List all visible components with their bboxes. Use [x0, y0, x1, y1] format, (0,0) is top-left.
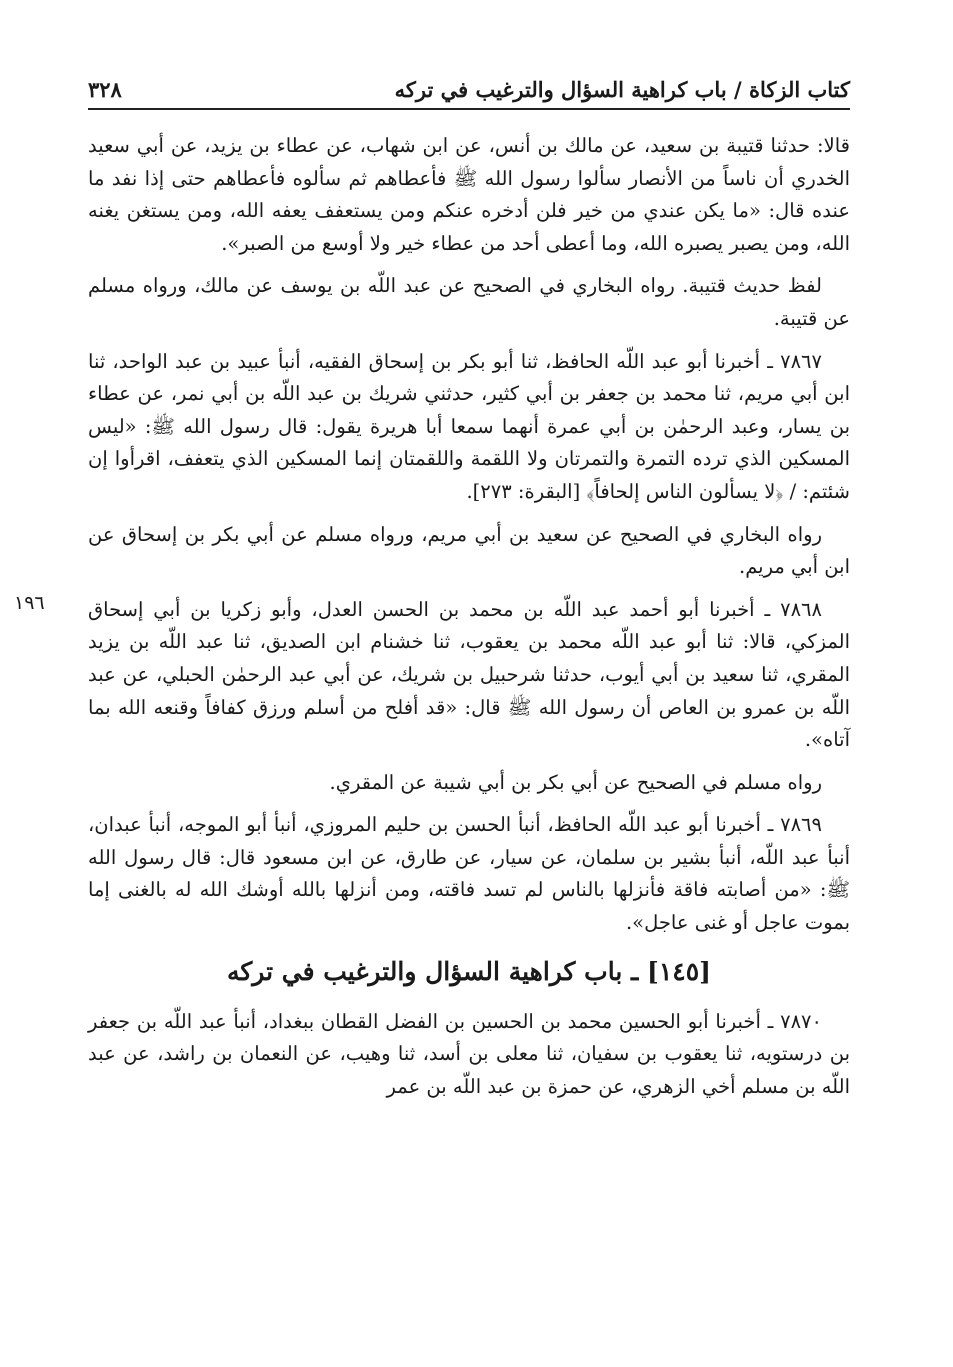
paragraph: لفظ حديث قتيبة. رواه البخاري في الصحيح عن عبد اللّه بن يوسف عن مالك، ورواه مسلم عن قتيبة. [88, 274, 850, 330]
paragraph: قالا: حدثنا قتيبة بن سعيد، عن مالك بن أنس، عن ابن شهاب، عن عطاء بن يزيد، عن أبي سعيد الخدري أن ناساً من الأنصار سألوا رسول الله ﷺ فأعطاهم ثم سألوه فأعطاهم حتى إذا نفد ما عنده قال: «ما يكن عندي من خير فلن أدخره عنكم ومن يستعفف يعفه الله، ومن يستغن يغنه الله، ومن يصبر يصبره الله، وما أعطى أحد من عطاء خير ولا أوسع من الصبر». [88, 134, 850, 255]
hadith-7867: ٧٨٦٧ ـ أخبرنا أبو عبد اللّه الحافظ، ثنا أبو بكر بن إسحاق الفقيه، أنبأ عبيد بن عبد الواحد، ثنا ابن أبي مريم، ثنا محمد بن جعفر بن أبي كثير، حدثني شريك بن عبد اللّه بن أبي نمر، عن عطاء بن يسار، وعبد الرحمٰن بن أبي عمرة أنهما سمعا أبا هريرة يقول: قال رسول الله ﷺ: «ليس المسكين الذي ترده التمرة والتمرتان ولا اللقمة واللقمتان إنما المسكين الذي يتعفف، اقرأوا إن شئتم: / ﴿لا يسألون الناس إلحافاً﴾ [البقرة: ٢٧٣]. [88, 349, 850, 503]
page-number: ٣٢٨ [88, 77, 122, 102]
hadith-7870: ٧٨٧٠ ـ أخبرنا أبو الحسين محمد بن الحسين بن الفضل القطان ببغداد، أنبأ عبد اللّه بن جعفر بن درستويه، ثنا يعقوب بن سفيان، ثنا معلى بن أسد، ثنا وهيب، عن النعمان بن راشد، عن عبد اللّه بن مسلم أخي الزهري، عن حمزة بن عبد اللّه بن عمر [88, 1009, 850, 1098]
margin-page-reference: ١٩٦ [14, 592, 45, 614]
paragraph: رواه مسلم في الصحيح عن أبي بكر بن أبي شيبة عن المقري. [329, 770, 822, 794]
running-header [88, 72, 850, 110]
page-body [88, 130, 850, 1113]
running-title: كتاب الزكاة / باب كراهية السؤال والترغيب في تركه [394, 77, 850, 102]
chapter-heading: [١٤٥] ـ باب كراهية السؤال والترغيب في تركه [227, 956, 711, 986]
hadith-7868: ٧٨٦٨ ـ أخبرنا أبو أحمد عبد اللّه بن محمد بن الحسن العدل، وأبو زكريا بن أبي إسحاق المزكي، قالا: ثنا أبو عبد اللّه محمد بن يعقوب، ثنا خشنام ابن الصديق، ثنا عبد اللّه بن يزيد المقري، ثنا سعيد بن أبي أيوب، حدثنا شرحبيل بن شريك، عن أبي عبد الرحمٰن الحبلي، عن عبد اللّه بن عمرو بن العاص أن رسول الله ﷺ قال: «قد أفلح من أسلم ورزق كفافاً وقنعه الله بما آتاه». [88, 597, 850, 752]
paragraph: رواه البخاري في الصحيح عن سعيد بن أبي مريم، ورواه مسلم عن أبي بكر بن إسحاق عن ابن أبي مريم. [88, 522, 850, 579]
hadith-7869: ٧٨٦٩ ـ أخبرنا أبو عبد اللّه الحافظ، أنبأ الحسن بن حليم المروزي، أنبأ أبو الموجه، أنبأ عبدان، أنبأ عبد اللّه، أنبأ بشير بن سلمان، عن سيار، عن طارق، عن ابن مسعود قال: قال رسول الله ﷺ: «من أصابته فاقة فأنزلها بالناس لم تسد فاقته، ومن أنزلها بالله أوشك الله له بالغنى إما بموت عاجل أو غنى عاجل». [88, 813, 850, 935]
